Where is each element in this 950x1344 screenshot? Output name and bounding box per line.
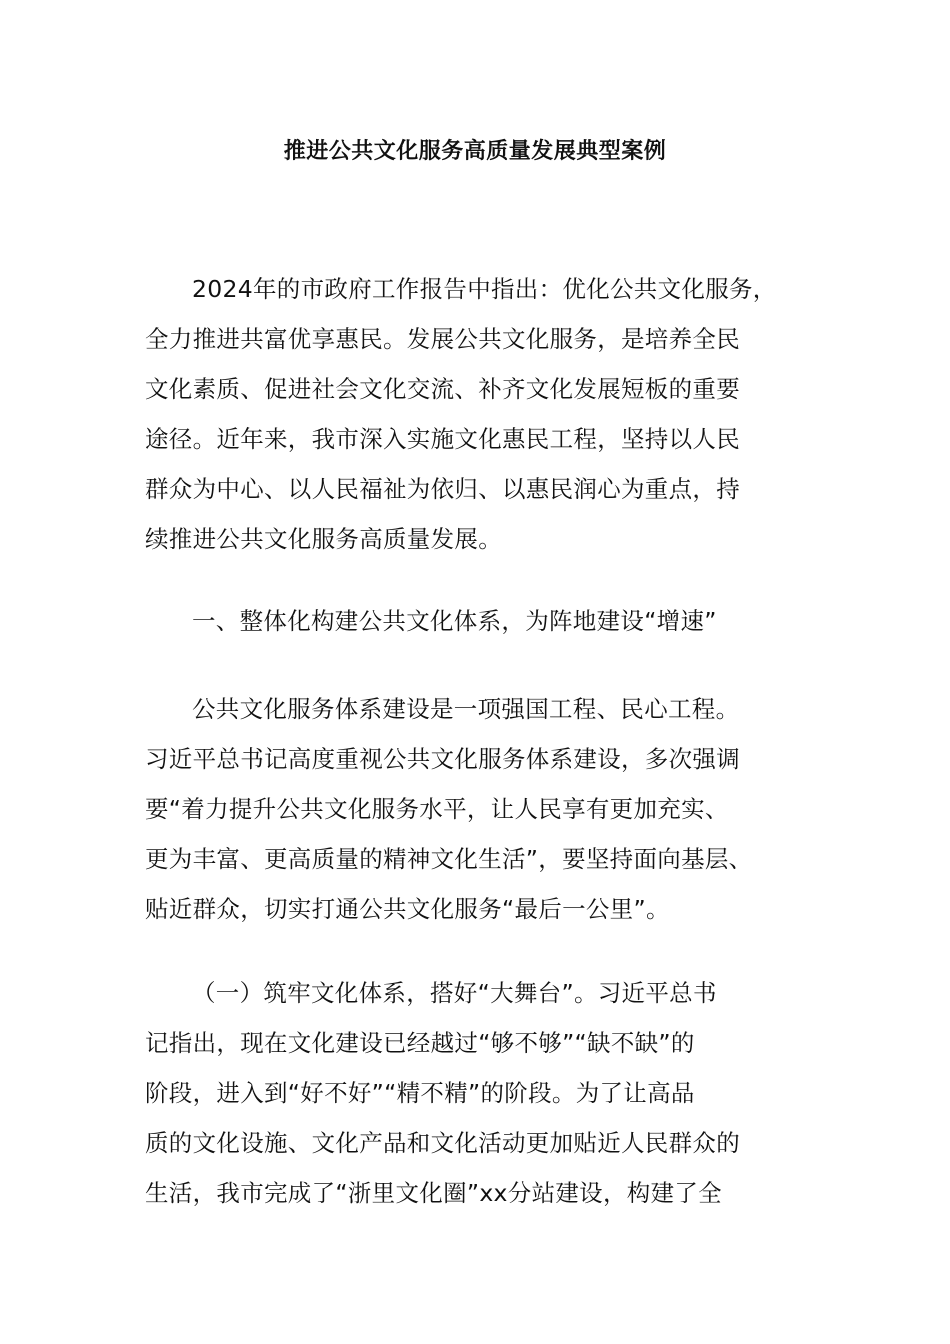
text-line: 全力推进共富优享惠民。发展公共文化服务，是培养全民	[145, 325, 740, 353]
heading-line: 一、整体化构建公共文化体系，为阵地建设“增速”	[192, 607, 717, 635]
text-line: 贴近群众，切实打通公共文化服务“最后一公里”。	[145, 895, 670, 923]
text-line: 文化素质、促进社会文化交流、补齐文化发展短板的重要	[145, 375, 740, 403]
text-line: 质的文化设施、文化产品和文化活动更加贴近人民群众的	[145, 1129, 740, 1157]
text-line: 群众为中心、以人民福祉为依归、以惠民润心为重点，持	[145, 475, 740, 503]
text-line: 续推进公共文化服务高质量发展。	[145, 525, 502, 553]
text-line: 要“着力提升公共文化服务水平，让人民享有更加充实、	[145, 795, 729, 823]
text-line: 公共文化服务体系建设是一项强国工程、民心工程。	[192, 695, 740, 723]
document-title: 推进公共文化服务高质量发展典型案例	[283, 139, 667, 164]
text-line: 习近平总书记高度重视公共文化服务体系建设，多次强调	[145, 745, 740, 773]
paragraph-intro	[145, 264, 825, 564]
section-heading-1	[145, 596, 825, 646]
text-line: 途径。近年来，我市深入实施文化惠民工程，坚持以人民	[145, 425, 740, 453]
text-line: 生活，我市完成了“浙里文化圈”xx分站建设，构建了全	[145, 1179, 722, 1207]
text-line: （一）筑牢文化体系，搭好“大舞台”。习近平总书	[192, 979, 717, 1007]
paragraph-subsection-1	[145, 968, 825, 1218]
text-line: 阶段，进入到“好不好”“精不精”的阶段。为了让高品	[145, 1079, 695, 1107]
text-line: 记指出，现在文化建设已经越过“够不够”“缺不缺”的	[145, 1029, 695, 1057]
text-line: 更为丰富、更高质量的精神文化生活”，要坚持面向基层、	[145, 845, 753, 873]
text-line: 2024年的市政府工作报告中指出：优化公共文化服务，	[192, 275, 777, 303]
paragraph-section-1	[145, 684, 825, 934]
